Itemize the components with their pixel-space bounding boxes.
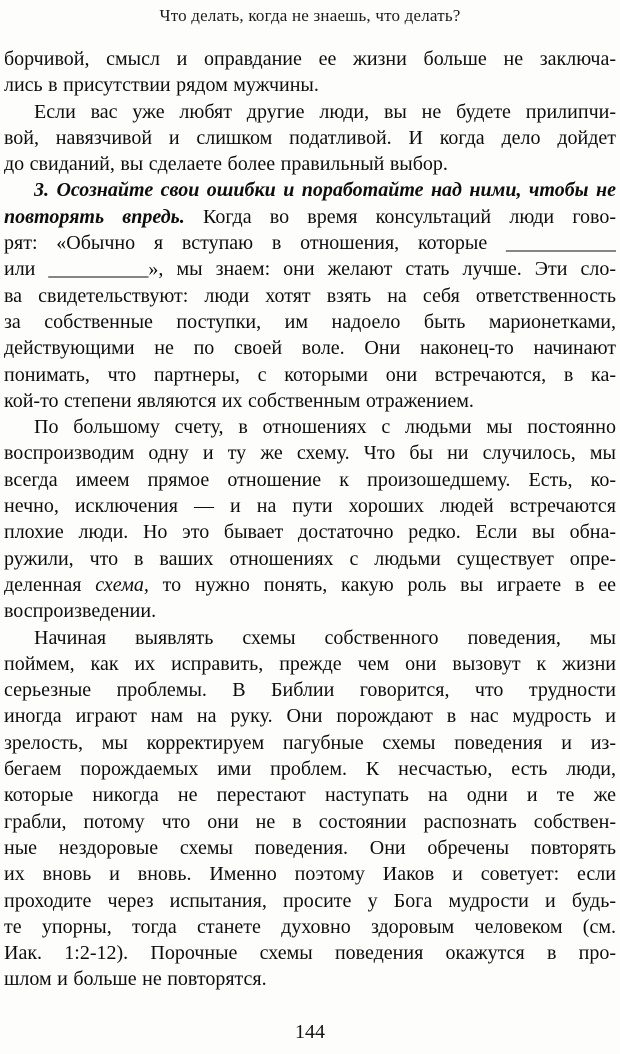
text-line (4, 440, 616, 466)
text-line (4, 703, 616, 729)
text-run: нечно, исключения — и на пути хороших людей встречаются (4, 495, 616, 518)
text-run: ружили, что в ваших отношениях с людьми существует опре- (4, 547, 616, 570)
text-line (4, 362, 616, 388)
text-line (4, 99, 616, 125)
text-line (4, 598, 616, 624)
text-line (4, 309, 616, 335)
subheading-run: повторять впредь. (4, 205, 185, 228)
text-line (4, 177, 616, 203)
text-line (4, 151, 616, 177)
text-run: бегаем порождаемых ими проблем. К несчастью, есть люди, (4, 758, 616, 781)
text-run: зрелость, мы корректируем пагубные схемы поведения и из- (4, 731, 616, 754)
text-run: воспроизведении. (4, 600, 157, 623)
fill-in-blank-line: ___________ (506, 232, 616, 255)
text-run: кой-то степени являются их собственным отражением. (4, 389, 474, 412)
text-run: или (4, 258, 49, 281)
text-run: проходите через испытания, просите у Бога мудрости и будь- (4, 889, 616, 912)
text-run: рят: «Обычно я вступаю в отношения, которые (4, 232, 506, 255)
text-line (4, 467, 616, 493)
text-run: ные нездоровые схемы поведения. Они обречены повторять (4, 836, 616, 859)
text-run: борчивой, смысл и оправдание ее жизни больше не заключа- (4, 48, 616, 70)
text-run: всегда имеем прямое отношение к произошедшему. Есть, ко- (4, 468, 616, 491)
text-run: лись в присутствии рядом мужчины. (4, 74, 319, 97)
text-run: шлом и больше не повторятся. (4, 968, 267, 991)
text-run: », мы знаем: они желают стать лучше. Эти сло- (148, 258, 616, 281)
paragraph (4, 177, 616, 414)
text-line (4, 940, 616, 966)
text-run: Иак. 1:2-12). Порочные схемы поведения окажутся в про- (4, 942, 616, 965)
text-line (4, 861, 616, 887)
text-run: их вновь и вновь. Именно поэтому Иаков и советует: если (4, 863, 616, 886)
text-block (0, 46, 620, 993)
text-run: действующими не по своей воле. Они наконец-то начинают (4, 337, 616, 360)
text-run: ва свидетельствуют: люди хотят взять на себя ответственность (4, 284, 616, 307)
text-line (4, 651, 616, 677)
text-line (4, 414, 616, 440)
text-line (4, 730, 616, 756)
text-line (4, 388, 616, 414)
text-line (4, 572, 616, 598)
text-line (4, 677, 616, 703)
text-run: грабли, потому что они не в состоянии распознать собствен- (4, 810, 616, 833)
text-line (4, 125, 616, 151)
paragraph (4, 625, 616, 993)
text-line (4, 493, 616, 519)
text-run: вой, навязчивой и слишком податливой. И когда дело дойдет (4, 126, 616, 149)
paragraph (4, 99, 616, 178)
text-line (4, 966, 616, 992)
text-run: которые никогда не перестают наступать на одни и те же (4, 784, 616, 807)
text-line (4, 625, 616, 651)
text-line (4, 283, 616, 309)
text-line (4, 782, 616, 808)
text-line (4, 335, 616, 361)
text-run: По большому счету, в отношениях с людьми мы постоянно (34, 416, 616, 439)
emphasis-run: схема, (95, 573, 149, 596)
text-line (4, 256, 616, 282)
text-line (4, 46, 616, 72)
text-line (4, 230, 616, 256)
text-run: до свиданий, вы сделаете более правильный выбор. (4, 153, 448, 176)
text-line (4, 756, 616, 782)
text-run: за собственные поступки, им надоело быть марионетками, (4, 310, 616, 333)
text-run: воспроизводим одну и ту же схему. Что бы ни случилось, мы (4, 442, 616, 465)
text-line (4, 204, 616, 230)
text-run: понимать, что партнеры, с которыми они встречаются, в ка- (4, 363, 616, 386)
paragraph (4, 414, 616, 624)
text-line (4, 72, 616, 98)
running-header: Что делать, когда не знаешь, что делать? (159, 6, 461, 25)
text-line (4, 914, 616, 940)
text-line (4, 835, 616, 861)
text-run: иногда играют нам на руку. Они порождают в нас мудрость и (4, 705, 616, 728)
text-run: Начиная выявлять схемы собственного поведения, мы (34, 626, 616, 649)
fill-in-blank-line: __________ (48, 258, 149, 281)
text-run: Если вас уже любят другие люди, вы не будете прилипчи- (34, 100, 616, 123)
text-run: плохие люди. Но это бывает достаточно редко. Если вы обна- (4, 521, 616, 544)
page-number: 144 (295, 1020, 325, 1043)
subheading-run: 3. Осознайте свои ошибки и поработайте над ними, чтобы не (34, 179, 616, 202)
text-line (4, 888, 616, 914)
text-run: то нужно понять, какую роль вы играете в ее (148, 573, 616, 596)
text-run: деленная (4, 573, 96, 596)
text-line (4, 546, 616, 572)
paragraph (4, 46, 616, 99)
text-run: те упорны, тогда станете духовно здоровым человеком (см. (4, 915, 616, 938)
text-line (4, 519, 616, 545)
text-run: серьезные проблемы. В Библии говорится, что трудности (4, 679, 616, 702)
text-run: поймем, как их исправить, прежде чем они вызовут к жизни (4, 652, 616, 675)
text-line (4, 809, 616, 835)
text-run: Когда во время консультаций люди гово- (184, 205, 616, 228)
